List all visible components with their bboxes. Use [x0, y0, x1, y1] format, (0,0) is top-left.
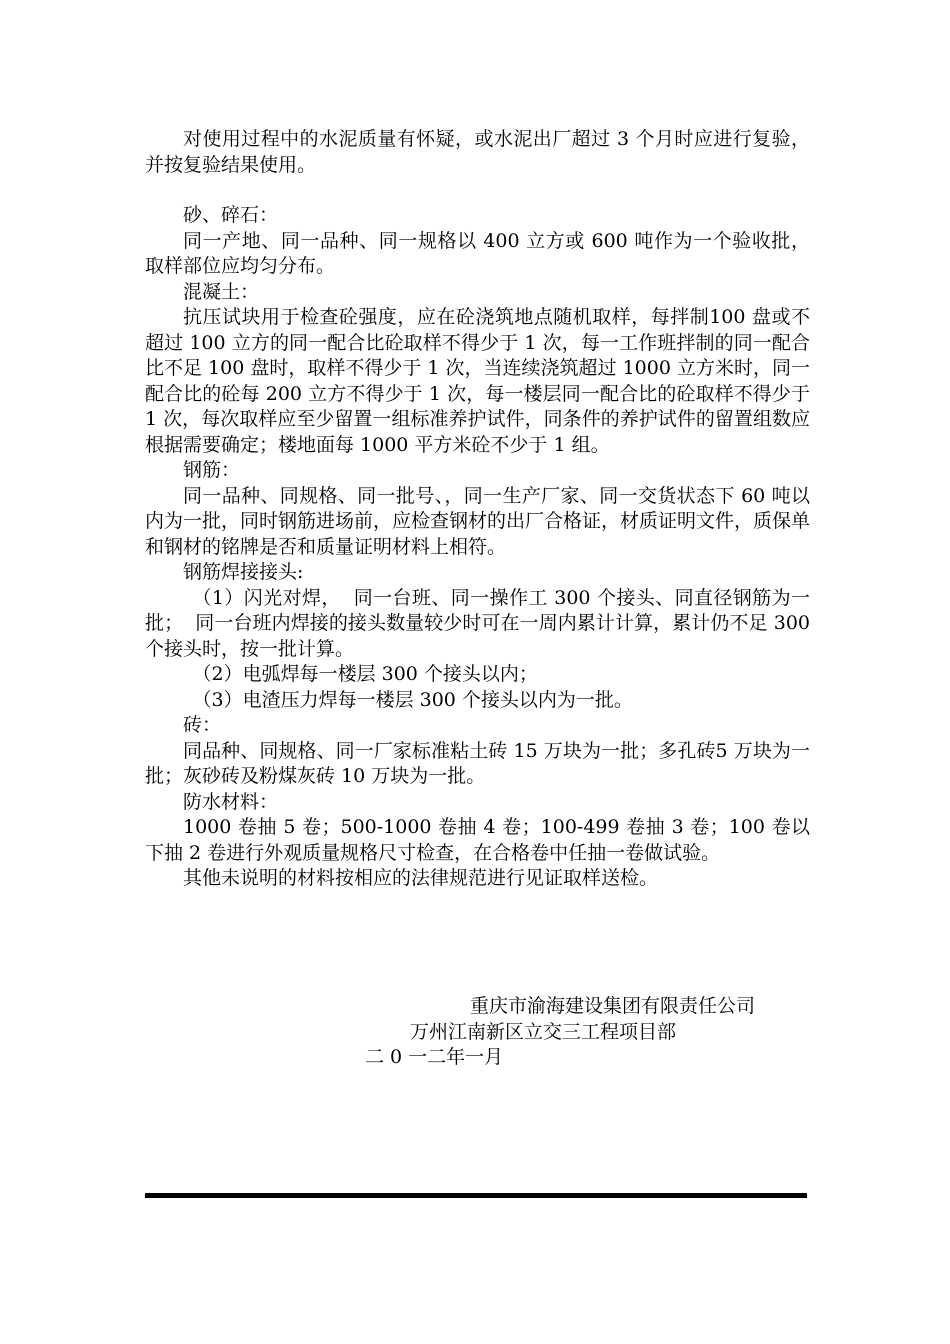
- signature-date: 二 0 一二年一月: [365, 1046, 504, 1068]
- heading-concrete: 混凝土：: [183, 280, 260, 303]
- footer-rule: [145, 1193, 807, 1198]
- heading-rebar: 钢筋：: [183, 459, 241, 481]
- paragraph-electroslag-welding: （3）电渣压力焊每一楼层 300 个接头以内为一批。: [192, 688, 633, 711]
- paragraph-sand-gravel: 同一产地、同一品种、同一规格以 400 立方或 600 吨作为一个验收批，取样部位应均匀分布。: [145, 229, 810, 277]
- paragraph-arc-welding: （2）电弧焊每一楼层 300 个接头以内；: [192, 663, 538, 685]
- paragraph-flash-butt-welding: （1）闪光对焊， 同一台班、同一操作工 300 个接头、同直径钢筋为一批； 同一台班内焊接的接头数量较少时可在一周内累计计算，累计仍不足 300 个接头时，按一批计算。: [145, 586, 817, 660]
- document-body-materials: [145, 203, 817, 892]
- paragraph-cement-retest: 对使用过程中的水泥质量有怀疑，或水泥出厂超过 3 个月时应进行复验，并按复验结果使用。: [145, 128, 810, 176]
- paragraph-rebar: 同一品种、同规格、同一批号、，同一生产厂家、同一交货状态下 60 吨以内为一批，同时钢筋进场前，应检查钢材的出厂合格证，材质证明文件，质保单和钢材的铭牌是否和质量证明材料上相符。: [145, 484, 811, 558]
- heading-waterproofing: 防水材料：: [183, 790, 279, 813]
- heading-sand-gravel: 砂、碎石：: [183, 204, 279, 226]
- paragraph-brick: 同品种、同规格、同一厂家标准粘土砖 15 万块为一批；多孔砖5 万块为一批；灰砂砖及粉煤灰砖 10 万块为一批。: [145, 739, 810, 787]
- document-body: [145, 127, 810, 178]
- paragraph-other-materials: 其他未说明的材料按相应的法律规范进行见证取样送检。: [183, 867, 659, 889]
- signature-department: 万州江南新区立交三工程项目部: [410, 1021, 677, 1043]
- paragraph-concrete: 抗压试块用于检查砼强度，应在砼浇筑地点随机取样，每拌制100 盘或不超过 100 立方的同一配合比砼取样不得少于 1 次，每一工作班拌制的同一配合比不足 100 盘时，取样不得少于 1 次，当连续浇筑超过 1000 立方米时，同一配合比的砼每 200 立方不得少于 1 次，每一楼层同一配合比的砼取样不得少于 1 次，每次取样应至少留置一组标准养护试件，同条件的养护试件的留置组数应根据需要确定；楼地面每 1000 平方米砼不少于 1 组。: [145, 306, 817, 456]
- signature-company: 重庆市渝海建设集团有限责任公司: [470, 995, 756, 1017]
- heading-welded-joints: 钢筋焊接接头:: [183, 561, 304, 583]
- heading-brick: 砖：: [183, 714, 222, 736]
- paragraph-waterproofing: 1000 卷抽 5 卷；500-1000 卷抽 4 卷；100-499 卷抽 3 卷；100 卷以下抽 2 卷进行外观质量规格尺寸检查，在合格卷中任抽一卷做试验。: [145, 816, 810, 864]
